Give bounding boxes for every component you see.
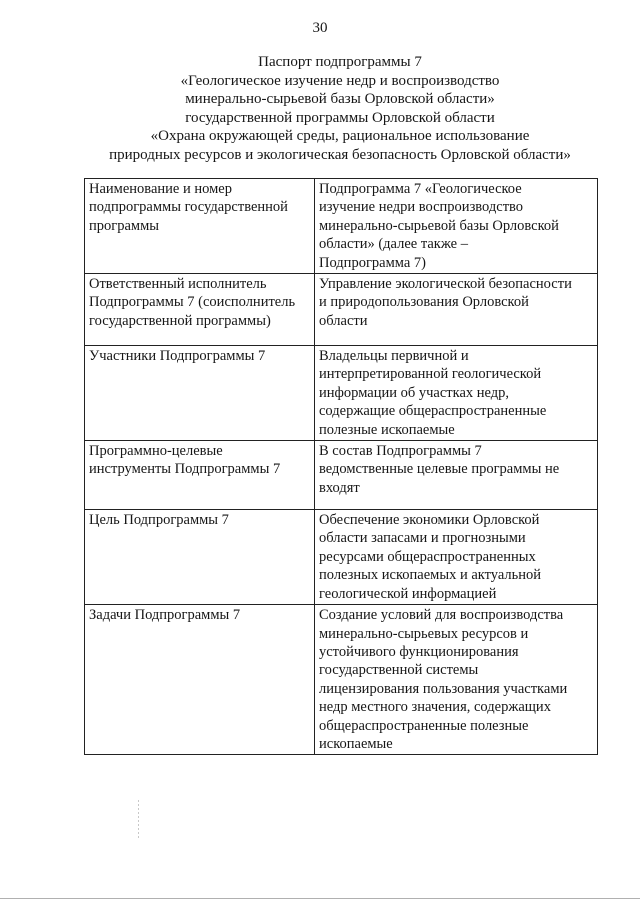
cell-text: Ответственный исполнитель (89, 276, 267, 293)
cell-text: Управление экологической безопасности (319, 276, 572, 293)
cell-text: лицензирования пользования участками (319, 680, 568, 697)
row-value-cell (315, 346, 598, 441)
cell-text: и природопользования Орловской (319, 294, 529, 311)
cell-text: общераспространенные полезные (319, 717, 529, 734)
cell-text: Обеспечение экономики Орловской (319, 512, 540, 529)
row-label-cell (85, 179, 315, 274)
row-label-cell (85, 605, 315, 755)
cell-text: ведомственные целевые программы не (319, 461, 560, 478)
cell-text: полезных ископаемых и актуальной (319, 567, 542, 584)
cell-text: подпрограммы государственной (89, 199, 288, 216)
table-row (85, 441, 598, 510)
row-value-cell (315, 605, 598, 755)
cell-text: минерально-сырьевой базы Орловской (319, 217, 559, 234)
row-value-cell (315, 441, 598, 510)
page-bottom-edge (0, 898, 640, 899)
cell-text: Подпрограмма 7 «Геологическое (319, 181, 522, 197)
title-line: «Охрана окружающей среды, рациональное использование (150, 128, 530, 145)
cell-text: Задачи Подпрограммы 7 (89, 607, 241, 624)
row-label-cell (85, 510, 315, 605)
cell-text: входят (319, 479, 360, 496)
table-row (85, 605, 598, 755)
row-value-cell (315, 274, 598, 346)
cell-text: инструменты Подпрограммы 7 (89, 461, 281, 478)
cell-text: минерально-сырьевых ресурсов и (319, 625, 529, 642)
cell-text: Подпрограммы 7 (соисполнитель (89, 294, 296, 311)
cell-text: полезные ископаемые (319, 421, 455, 438)
cell-text: недр местного значения, содержащих (319, 699, 551, 716)
cell-text: В состав Подпрограммы 7 (319, 443, 482, 460)
cell-text: области запасами и прогнозными (319, 530, 526, 547)
table-row (85, 346, 598, 441)
cell-text: государственной системы (319, 662, 479, 679)
row-value-cell (315, 179, 598, 274)
cell-text: Подпрограмма 7) (319, 254, 426, 271)
cell-text: области (319, 312, 368, 329)
table-row (85, 179, 598, 274)
table-row (85, 274, 598, 346)
page-number: 30 (312, 20, 328, 36)
cell-text: интерпретированной геологической (319, 366, 542, 383)
cell-text: Наименование и номер (89, 181, 232, 197)
document-title (40, 53, 640, 165)
cell-text: ископаемые (319, 735, 393, 752)
title-line: государственной программы Орловской области (185, 109, 495, 126)
cell-text: Цель Подпрограммы 7 (89, 512, 229, 529)
cell-text: изучение недри воспроизводство (319, 199, 524, 216)
cell-text: содержащие общераспространенные (319, 403, 547, 420)
cell-text: ресурсами общераспространенных (319, 548, 536, 565)
title-line: Паспорт подпрограммы 7 (258, 54, 422, 70)
cell-text: Владельцы первичной и (319, 348, 469, 365)
cell-text: Программно-целевые (89, 443, 223, 460)
cell-text: области» (далее также – (319, 236, 468, 253)
cell-text: программы (89, 217, 159, 234)
cell-text: Участники Подпрограммы 7 (89, 348, 266, 365)
cell-text: геологической информацией (319, 585, 497, 602)
passport-table (84, 178, 598, 755)
row-label-cell (85, 441, 315, 510)
cell-text: устойчивого функционирования (319, 643, 519, 660)
table-row (85, 510, 598, 605)
title-line: «Геологическое изучение недр и воспроизводство (180, 72, 500, 89)
title-line: минерально-сырьевой базы Орловской области» (185, 91, 495, 108)
row-label-cell (85, 346, 315, 441)
cell-text: Создание условий для воспроизводства (319, 607, 564, 624)
scan-artifact (138, 800, 139, 840)
title-line: природных ресурсов и экологическая безопасность Орловской области» (109, 146, 571, 163)
cell-text: информации об участках недр, (319, 384, 510, 401)
row-label-cell (85, 274, 315, 346)
cell-text: государственной программы) (89, 312, 271, 329)
row-value-cell (315, 510, 598, 605)
